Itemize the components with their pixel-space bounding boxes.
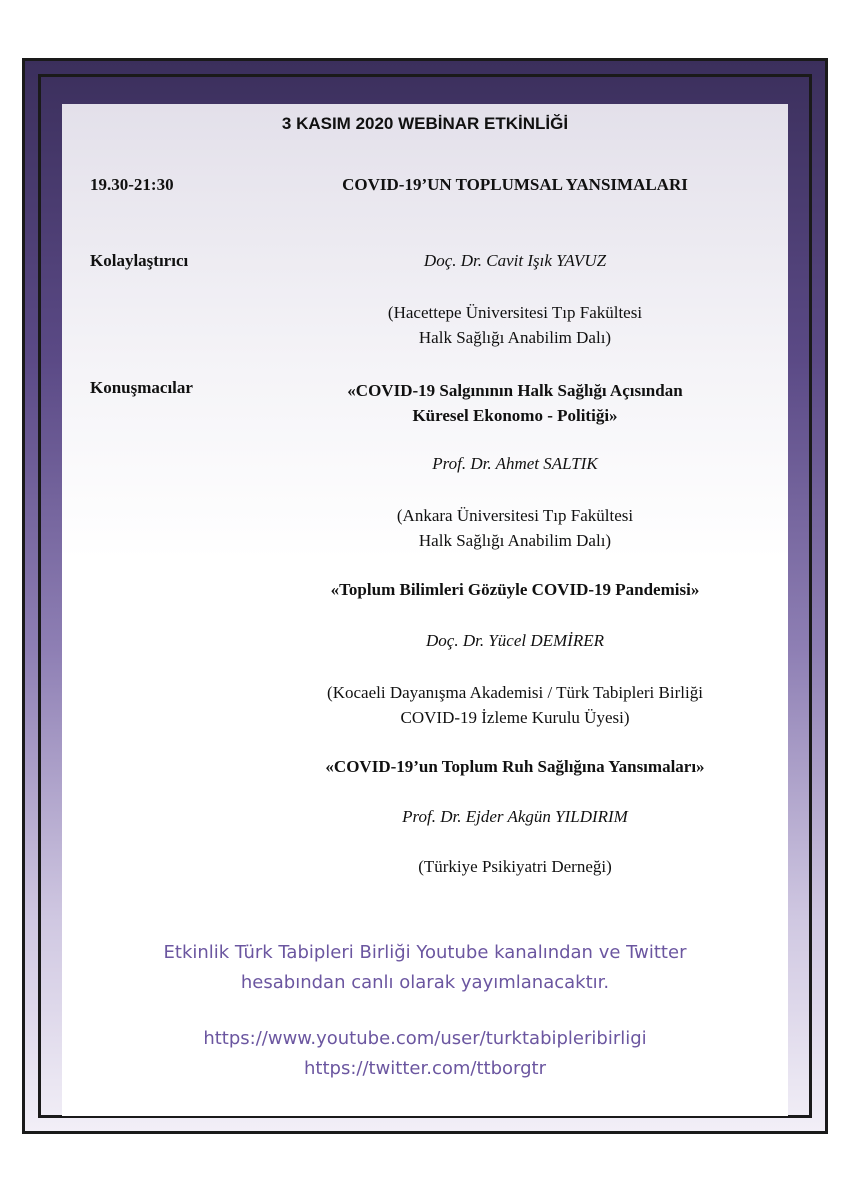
talk-3-speaker: Prof. Dr. Ejder Akgün YILDIRIM [402,807,628,826]
facilitator-name: Doç. Dr. Cavit Işık YAVUZ [423,251,607,270]
talk-1-title-line2: Küresel Ekonomo - Politiği» [412,406,618,425]
talk-1-affiliation-line1: (Ankara Üniversitesi Tıp Fakültesi [396,506,634,525]
talk-1-affiliation-line2: Halk Sağlığı Anabilim Dalı) [418,531,612,550]
facilitator-affiliation-line2: Halk Sağlığı Anabilim Dalı) [418,328,612,347]
facilitator-affiliation-line1: (Hacettepe Üniversitesi Tıp Fakültesi [387,303,643,322]
talk-2-speaker: Doç. Dr. Yücel DEMİRER [426,631,604,650]
facilitator-label: Kolaylaştırıcı [90,251,189,270]
broadcast-note-line2: hesabından canlı olarak yayımlanacaktır. [240,972,610,993]
talk-3-title: «COVID-19’un Toplum Ruh Sağlığına Yansımaları» [325,757,705,776]
talk-2-affiliation-line1: (Kocaeli Dayanışma Akademisi / Türk Tabipleri Birliği [327,683,703,702]
talk-2-affiliation [250,680,780,730]
youtube-link[interactable]: https://www.youtube.com/user/turktabipleribirligi [203,1028,647,1049]
speakers-label: Konuşmacılar [90,378,193,397]
twitter-link[interactable]: https://twitter.com/ttborgtr [304,1058,546,1079]
event-title: COVID-19’UN TOPLUMSAL YANSIMALARI [342,175,688,194]
talk-1-title [250,378,780,428]
talk-2-title: «Toplum Bilimleri Gözüyle COVID-19 Pandemisi» [330,580,700,599]
broadcast-note-line1: Etkinlik Türk Tabipleri Birliği Youtube kanalından ve Twitter [163,942,687,963]
page-title: 3 KASIM 2020 WEBİNAR ETKİNLİĞİ [281,114,569,133]
broadcast-note [62,938,788,998]
talk-1-title-line1: «COVID-19 Salgınının Halk Sağlığı Açısından [347,381,683,400]
facilitator-affiliation [250,300,780,350]
talk-3-affiliation: (Türkiye Psikiyatri Derneği) [418,857,612,876]
event-time: 19.30-21:30 [90,175,174,194]
links [62,1024,788,1084]
talk-1-affiliation [250,503,780,553]
talk-1-speaker: Prof. Dr. Ahmet SALTIK [432,454,598,473]
talk-2-affiliation-line2: COVID-19 İzleme Kurulu Üyesi) [400,708,630,727]
